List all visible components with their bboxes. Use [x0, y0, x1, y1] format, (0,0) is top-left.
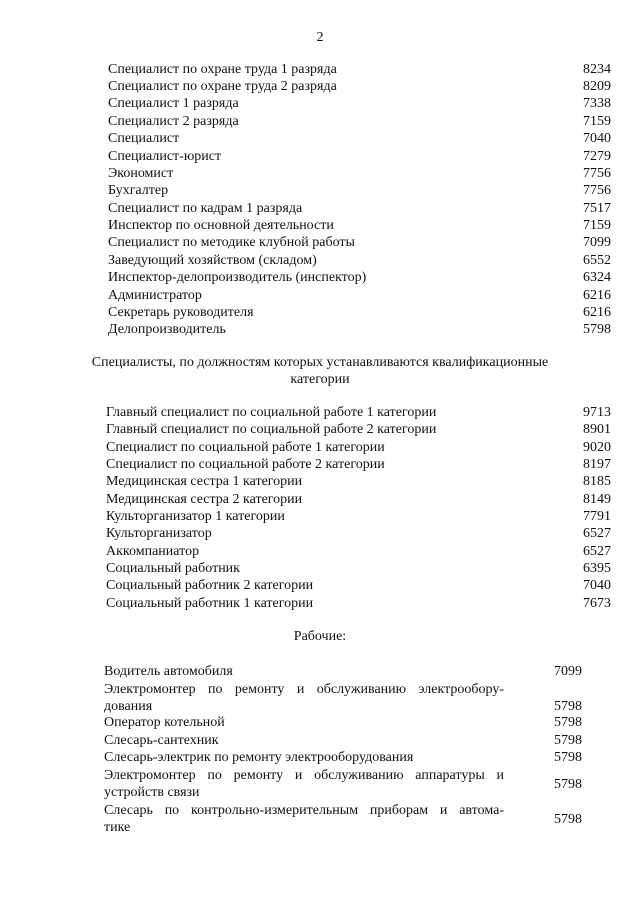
position-title: Медицинская сестра 2 категории: [106, 492, 303, 507]
salary-value: 5798: [583, 322, 611, 337]
position-title: Социальный работник 1 категории: [106, 596, 314, 611]
list-item: [106, 491, 611, 509]
list-item: [104, 749, 582, 767]
salary-value: 5798: [554, 750, 582, 765]
position-title-line: Электромонтер по ремонту и обслуживанию аппаратуры и: [104, 768, 504, 783]
salary-value: 7159: [583, 218, 611, 233]
position-title: Главный специалист по социальной работе 1 категории: [106, 405, 437, 420]
salary-value: 7099: [554, 664, 582, 679]
salary-value: 6216: [583, 288, 611, 303]
position-title: Культорганизатор 1 категории: [106, 509, 285, 524]
list-item: [108, 287, 611, 305]
list-item: [108, 148, 611, 166]
salary-value: 6324: [583, 270, 611, 285]
salary-value: 7338: [583, 96, 611, 111]
position-title: Аккомпаниатор: [106, 544, 200, 559]
position-title: Главный специалист по социальной работе 2 категории: [106, 422, 437, 437]
list-item: [108, 321, 611, 339]
list-item: [106, 439, 611, 457]
salary-value: 7673: [583, 596, 611, 611]
list-item: [104, 802, 582, 836]
salary-value: 6527: [583, 544, 611, 559]
salary-value: 7040: [583, 578, 611, 593]
position-title: Медицинская сестра 1 категории: [106, 474, 303, 489]
position-title: Специалист по социальной работе 1 категории: [106, 440, 385, 455]
position-title: Специалист по социальной работе 2 категории: [106, 457, 385, 472]
position-title-line: дования: [104, 699, 153, 714]
heading-line: категории: [290, 372, 350, 387]
list-item: [108, 304, 611, 322]
position-title: Специалист 1 разряда: [108, 96, 239, 111]
position-title: Оператор котельной: [104, 715, 225, 730]
position-title-line: устройств связи: [104, 785, 200, 800]
salary-value: 6552: [583, 253, 611, 268]
list-item: [108, 252, 611, 270]
salary-value: 6395: [583, 561, 611, 576]
salary-value: 7791: [583, 509, 611, 524]
position-title: Социальный работник: [106, 561, 240, 576]
position-title: Специалист-юрист: [108, 149, 222, 164]
salary-value: 7756: [583, 183, 611, 198]
list-item: [104, 767, 582, 801]
salary-value: 5798: [554, 733, 582, 748]
salary-value: 8149: [583, 492, 611, 507]
salary-value: 7159: [583, 114, 611, 129]
list-item: [108, 130, 611, 148]
position-title: Слесарь-электрик по ремонту электрооборудования: [104, 750, 414, 765]
position-title: Инспектор-делопроизводитель (инспектор): [108, 270, 367, 285]
salary-value: 8901: [583, 422, 611, 437]
position-title: Специалист 2 разряда: [108, 114, 239, 129]
section-heading-workers: Рабочие:: [293, 629, 347, 644]
list-item: [108, 78, 611, 96]
position-title: Водитель автомобиля: [104, 664, 233, 679]
list-item: [106, 543, 611, 561]
salary-value: 9713: [583, 405, 611, 420]
position-title: Экономист: [108, 166, 174, 181]
salary-value: 6216: [583, 305, 611, 320]
list-item: [106, 508, 611, 526]
position-title: Социальный работник 2 категории: [106, 578, 314, 593]
salary-value: 8185: [583, 474, 611, 489]
list-item: [106, 560, 611, 578]
salary-value: 8234: [583, 62, 611, 77]
position-title-line: Слесарь по контрольно-измерительным приборам и автома-: [104, 803, 504, 818]
position-title: Инспектор по основной деятельности: [108, 218, 334, 233]
list-item: [104, 663, 582, 681]
list-item: [104, 681, 582, 715]
list-item: [106, 456, 611, 474]
position-title: Заведующий хозяйством (складом): [108, 253, 317, 268]
list-item: [106, 525, 611, 543]
salary-value: 8209: [583, 79, 611, 94]
salary-value: 5798: [554, 812, 582, 827]
page-number: 2: [316, 30, 324, 45]
list-item: [108, 182, 611, 200]
salary-value: 7099: [583, 235, 611, 250]
list-item: [106, 421, 611, 439]
list-item: [108, 234, 611, 252]
salary-value: 7517: [583, 201, 611, 216]
position-title: Специалист по охране труда 1 разряда: [108, 62, 337, 77]
position-title-line: тике: [104, 820, 131, 835]
position-title: Слесарь-сантехник: [104, 733, 219, 748]
salary-value: 7756: [583, 166, 611, 181]
position-title: Специалист по охране труда 2 разряда: [108, 79, 337, 94]
list-item: [106, 473, 611, 491]
salary-value: 5798: [554, 699, 582, 714]
salary-value: 7279: [583, 149, 611, 164]
list-item: [106, 577, 611, 595]
list-item: [104, 714, 582, 732]
list-item: [108, 200, 611, 218]
salary-value: 8197: [583, 457, 611, 472]
position-title: Бухгалтер: [108, 183, 169, 198]
list-item: [106, 595, 611, 613]
section-heading-specialists: [0, 354, 640, 388]
position-title: Культорганизатор: [106, 526, 212, 541]
list-item: [104, 732, 582, 750]
salary-value: 5798: [554, 777, 582, 792]
position-title: Специалист по кадрам 1 разряда: [108, 201, 303, 216]
list-item: [108, 95, 611, 113]
position-title: Делопроизводитель: [108, 322, 226, 337]
list-item: [108, 217, 611, 235]
list-item: [108, 113, 611, 131]
list-item: [108, 61, 611, 79]
position-title-line: Электромонтер по ремонту и обслуживанию электрообору-: [104, 682, 504, 697]
position-title: Администратор: [108, 288, 202, 303]
salary-value: 5798: [554, 715, 582, 730]
list-item: [106, 404, 611, 422]
salary-value: 6527: [583, 526, 611, 541]
list-item: [108, 165, 611, 183]
position-title: Специалист по методике клубной работы: [108, 235, 355, 250]
salary-value: 9020: [583, 440, 611, 455]
position-title: Специалист: [108, 131, 180, 146]
heading-line: Специалисты, по должностям которых устанавливаются квалификационные: [91, 355, 549, 370]
list-item: [108, 269, 611, 287]
position-title: Секретарь руководителя: [108, 305, 254, 320]
salary-value: 7040: [583, 131, 611, 146]
